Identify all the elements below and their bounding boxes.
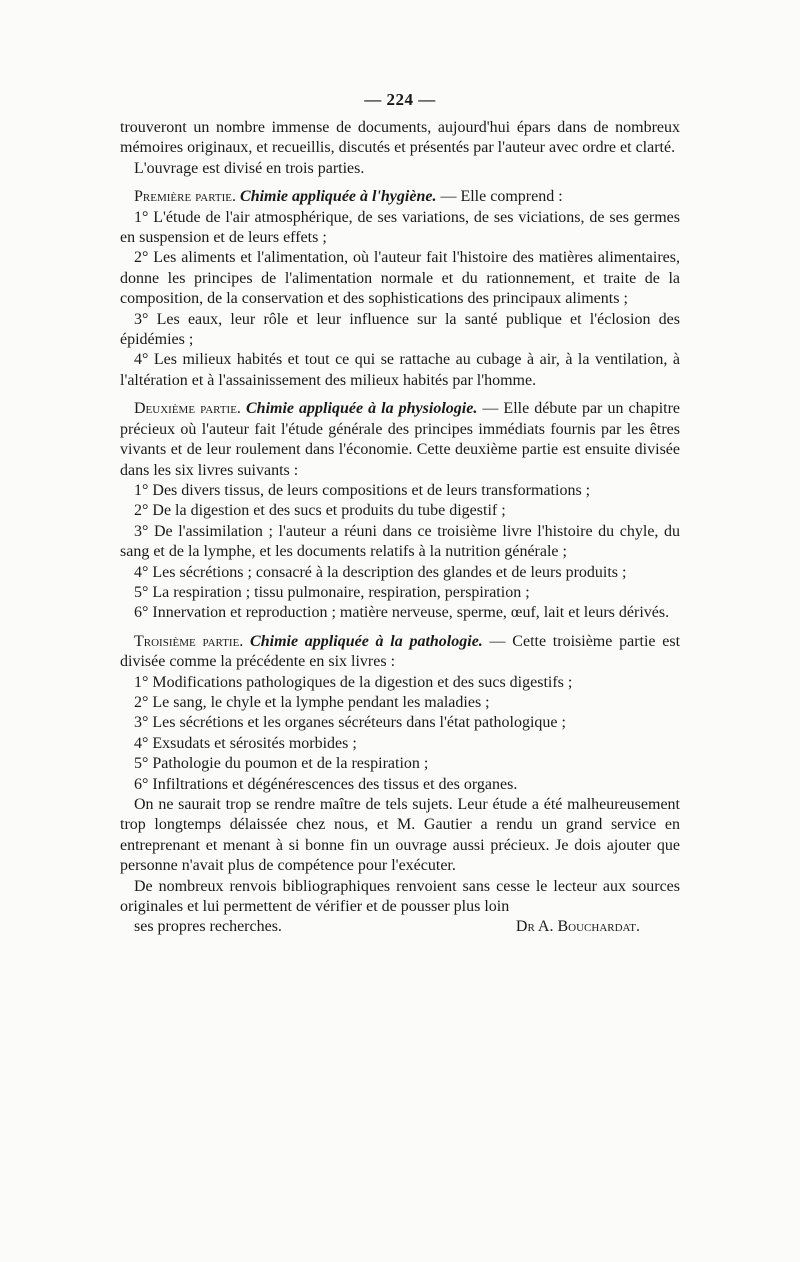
division-paragraph: L'ouvrage est divisé en trois parties. [134,159,365,177]
part3-heading [120,632,680,673]
body-text [120,118,680,938]
part1-item: 1° L'étude de l'air atmosphérique, de ses variations, de ses viciations, de ses germes en suspension et de leurs effets ; [120,208,680,247]
part3-title: Chimie appliquée à la pathologie. [250,632,483,650]
part2-item: 6° Innervation et reproduction ; matière nerveuse, sperme, œuf, lait et leurs dérivés. [134,604,670,622]
part2-item: 1° Des divers tissus, de leurs compositions et de leurs transformations ; [134,481,591,499]
part2-title: Chimie appliquée à la physiologie. [246,400,478,418]
conclusion-paragraph: On ne saurait trop se rendre maître de tels sujets. Leur étude a été malheureusement trop longtemps délaissée chez nous, et M. Gautier a rendu un grand service en entreprenant et menant à si bonne fin un ouvrage aussi précieux. Je dois ajouter que personne n'avait plus de compétence pour l'exécuter. [120,796,680,875]
part1-heading [120,187,680,207]
part1-title: Chimie appliquée à l'hygiène. [240,188,437,206]
part2-item: 5° La respiration ; tissu pulmonaire, respiration, perspiration ; [134,583,530,601]
page-number: — 224 — [364,90,436,109]
part2-rest: — Elle débute par un chapitre précieux où l'auteur fait l'étude générale des principes immédiats fournis par les êtres vivants et de leur roulement dans l'économie. Cette deuxième partie est ensuite divisée dans les six livres suivants : [120,400,681,479]
part2-heading [120,399,680,481]
part2-item: 2° De la digestion et des sucs et produits du tube digestif ; [134,502,506,520]
part1-item: 2° Les aliments et l'alimentation, où l'auteur fait l'histoire des matières alimentaires, donne les principes de l'alimentation normale et du rationnement, et traite de la composition, de la conservation et des sophistications des principaux aliments ; [120,249,680,308]
part3-item: 5° Pathologie du poumon et de la respiration ; [134,755,429,773]
part3-item: 3° Les sécrétions et les organes sécréteurs dans l'état pathologique ; [134,714,566,732]
part1-item: 4° Les milieux habités et tout ce qui se rattache au cubage à air, à la ventilation, à l'altération et à l'assainissement des milieux habités par l'homme. [120,351,680,389]
part3-item: 2° Le sang, le chyle et la lymphe pendant les maladies ; [134,693,490,711]
part3-item: 1° Modifications pathologiques de la digestion et des sucs digestifs ; [134,673,573,691]
signature: Dr A. Bouchardat. [515,918,640,936]
part1-label: Première partie. [134,188,237,206]
intro-paragraph: trouveront un nombre immense de documents, aujourd'hui épars dans de nombreux mémoires originaux, et recueillis, discutés et présentés par l'auteur avec ordre et clarté. [120,119,680,157]
part2-item: 3° De l'assimilation ; l'auteur a réuni dans ce troisième livre l'histoire du chyle, du sang et de la lymphe, et les documents relatifs à la nutrition générale ; [120,522,680,561]
part3-item: 4° Exsudats et sérosités morbides ; [134,734,357,752]
part3-label: Troisième partie. [134,632,244,650]
part2-label: Deuxième partie. [134,400,241,418]
part1-item: 3° Les eaux, leur rôle et leur influence sur la santé publique et l'éclosion des épidémies ; [120,310,680,349]
signature-line [120,917,680,937]
part3-rest: — Cette troisième partie est divisée comme la précédente en six livres : [120,632,681,671]
references-paragraph-end: ses propres recherches. [134,918,282,936]
part2-item: 4° Les sécrétions ; consacré à la description des glandes et de leurs produits ; [134,563,627,581]
part3-item: 6° Infiltrations et dégénérescences des tissus et des organes. [134,775,518,793]
references-paragraph: De nombreux renvois bibliographiques renvoient sans cesse le lecteur aux sources originales et lui permettent de vérifier et de pousser plus loin [120,877,680,916]
part1-rest: — Elle comprend : [436,188,563,206]
